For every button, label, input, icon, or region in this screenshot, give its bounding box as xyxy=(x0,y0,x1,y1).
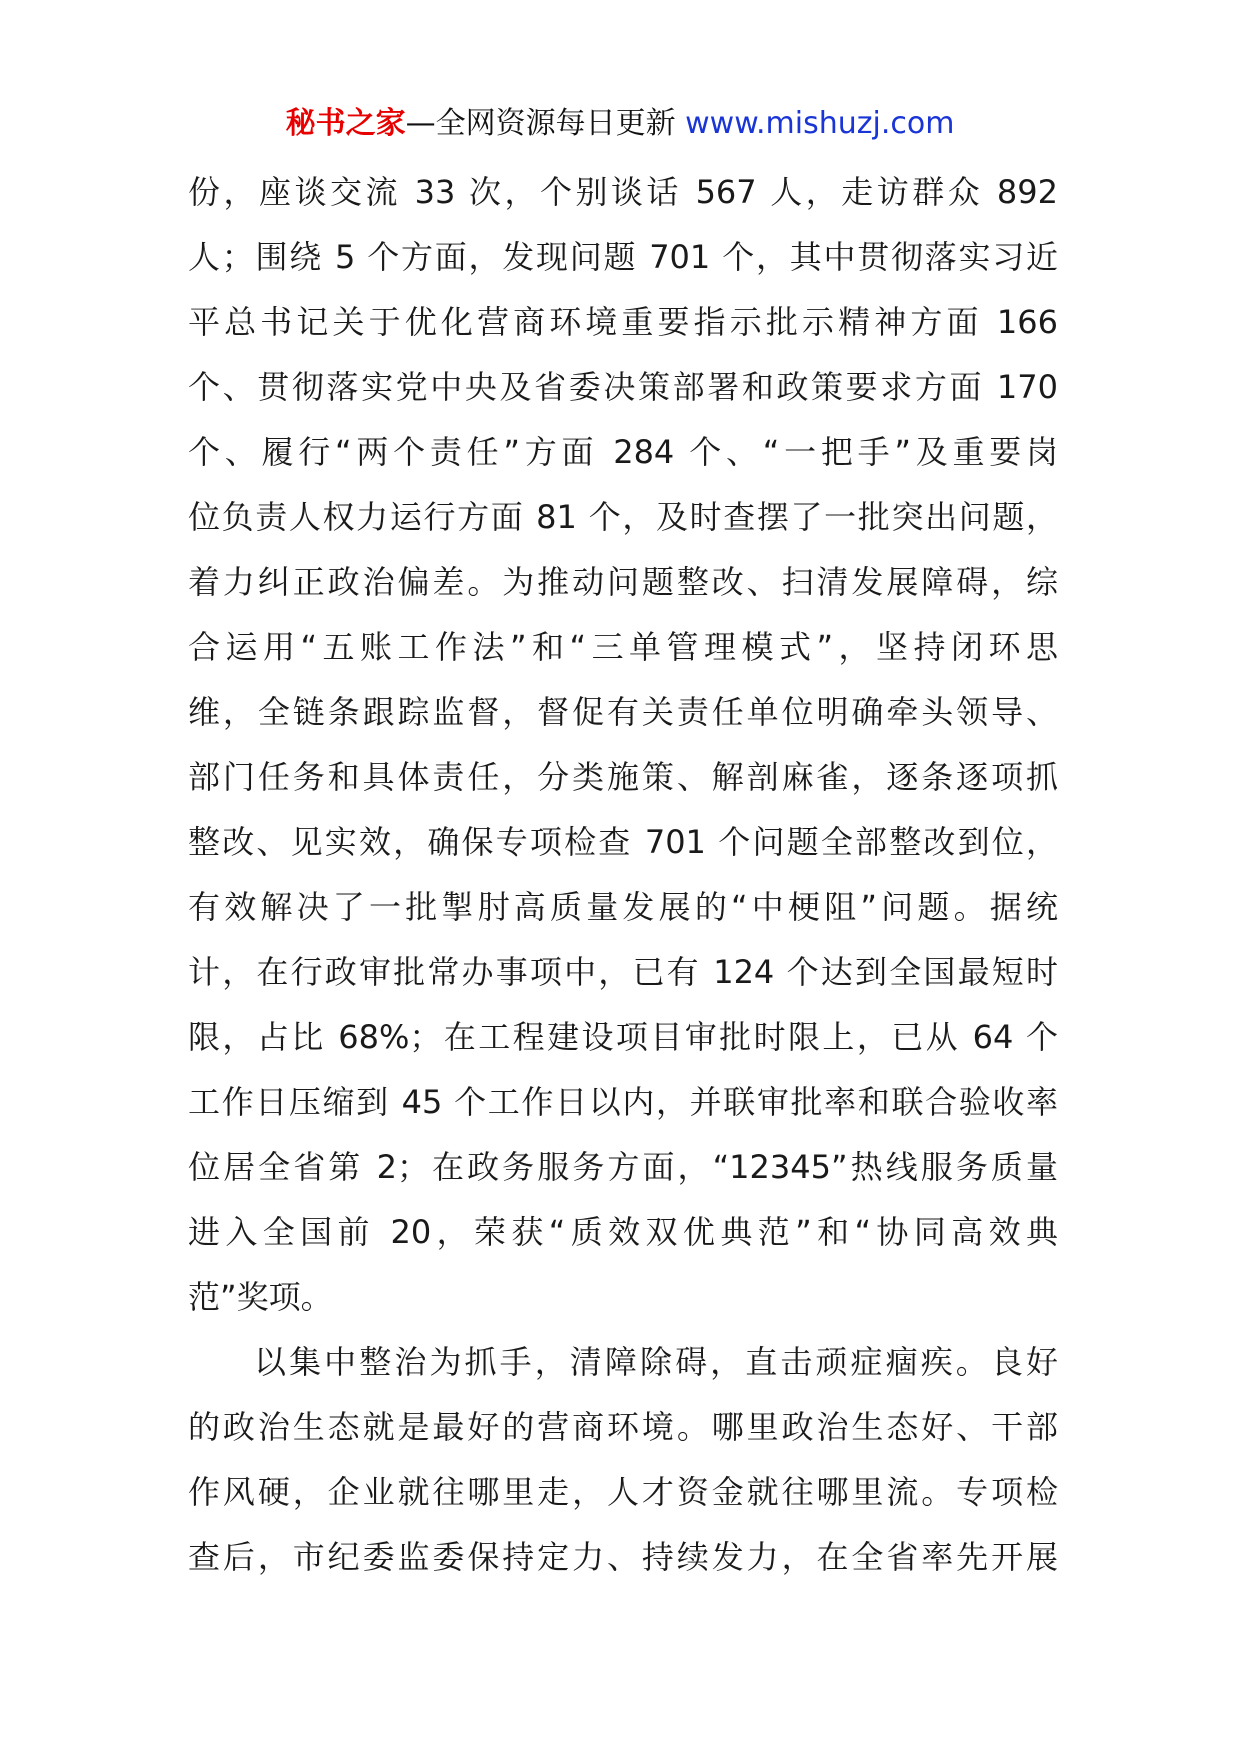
brand-name: 秘书之家 xyxy=(285,106,406,141)
text-line: 计，在行政审批常办事项中，已有 124 个达到全国最短时 xyxy=(188,953,1058,991)
text-line: 个、履行“两个责任”方面 284 个、“一把手”及重要岗 xyxy=(188,433,1058,471)
text-line: 的政治生态就是最好的营商环境。哪里政治生态好、干部 xyxy=(188,1408,1058,1446)
text-line: 合运用“五账工作法”和“三单管理模式”，坚持闭环思 xyxy=(188,628,1058,666)
site-url-link[interactable]: www.mishuzj.com xyxy=(685,106,955,141)
text-line: 以集中整治为抓手，清障除碍，直击顽症痼疾。良好 xyxy=(254,1343,1058,1381)
text-line: 位居全省第 2；在政务服务方面，“12345”热线服务质量 xyxy=(188,1148,1058,1186)
paragraph-1 xyxy=(188,160,1058,1330)
text-line: 范”奖项。 xyxy=(188,1278,333,1316)
text-line: 进入全国前 20，荣获“质效双优典范”和“协同高效典 xyxy=(188,1213,1058,1251)
text-line: 有效解决了一批掣肘高质量发展的“中梗阻”问题。据统 xyxy=(188,888,1058,926)
header-tagline: —全网资源每日更新 xyxy=(405,106,686,141)
text-line: 位负责人权力运行方面 81 个，及时查摆了一批突出问题， xyxy=(188,498,1058,536)
site-header xyxy=(0,104,1240,144)
text-line: 部门任务和具体责任，分类施策、解剖麻雀，逐条逐项抓 xyxy=(188,758,1058,796)
text-line: 个、贯彻落实党中央及省委决策部署和政策要求方面 170 xyxy=(188,368,1058,406)
text-line: 整改、见实效，确保专项检查 701 个问题全部整改到位， xyxy=(188,823,1058,861)
text-line: 查后，市纪委监委保持定力、持续发力，在全省率先开展 xyxy=(188,1538,1058,1576)
text-line: 维，全链条跟踪监督，督促有关责任单位明确牵头领导、 xyxy=(188,693,1058,731)
text-line: 着力纠正政治偏差。为推动问题整改、扫清发展障碍，综 xyxy=(188,563,1058,601)
text-line: 人；围绕 5 个方面，发现问题 701 个，其中贯彻落实习近 xyxy=(188,238,1058,276)
text-line: 限，占比 68%；在工程建设项目审批时限上，已从 64 个 xyxy=(188,1018,1058,1056)
text-line: 平总书记关于优化营商环境重要指示批示精神方面 166 xyxy=(188,303,1058,341)
paragraph-2 xyxy=(188,1330,1058,1590)
text-line: 份，座谈交流 33 次，个别谈话 567 人，走访群众 892 xyxy=(188,173,1058,211)
text-line: 作风硬，企业就往哪里走，人才资金就往哪里流。专项检 xyxy=(188,1473,1058,1511)
text-line: 工作日压缩到 45 个工作日以内，并联审批率和联合验收率 xyxy=(188,1083,1058,1121)
document-body xyxy=(188,160,1058,1590)
